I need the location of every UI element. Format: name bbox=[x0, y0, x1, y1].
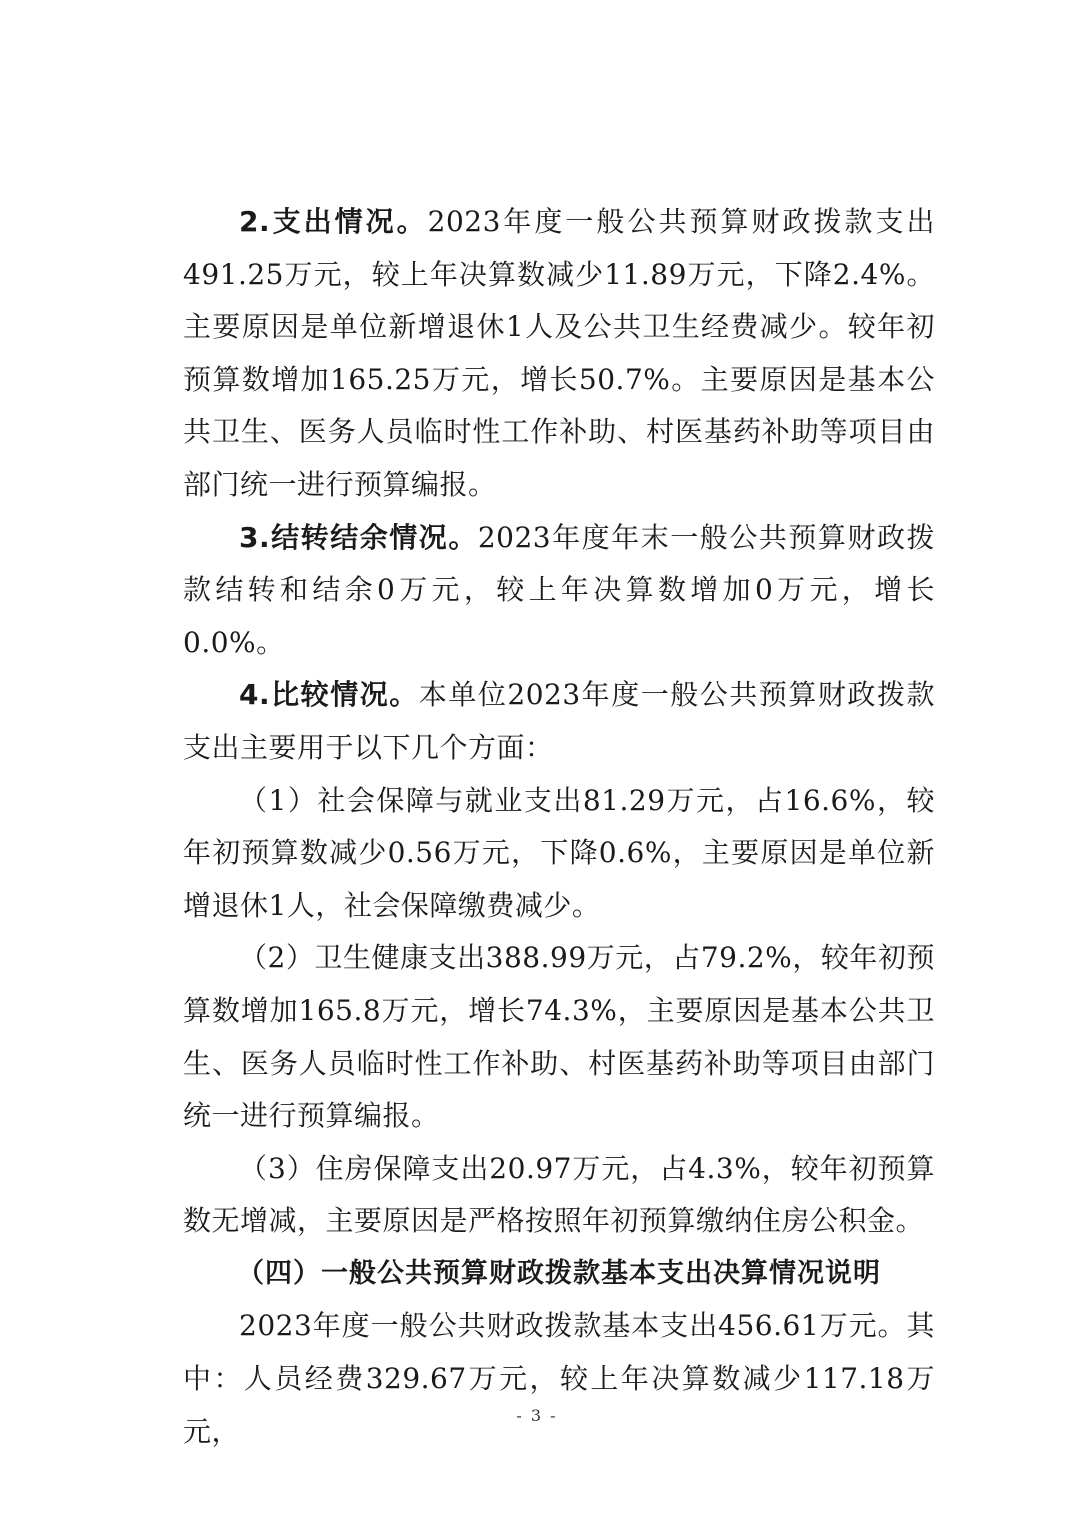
paragraph-health bbox=[183, 932, 935, 1142]
paragraph-carryover bbox=[183, 512, 935, 670]
section-heading: （四）一般公共预算财政拨款基本支出决算情况说明 bbox=[237, 1257, 881, 1289]
paragraph-text: 2023年度年末一般公共预算财政拨款结转和结余0万元，较上年决算数增加0万元，增长0.0%。 bbox=[183, 520, 935, 659]
paragraph-text: 2023年度一般公共预算财政拨款支出491.25万元，较上年决算数减少11.89万元，下降2.4%。主要原因是单位新增退休1人及公共卫生经费减少。较年初预算数增加165.25万元，增长50.7%。主要原因是基本公共卫生、医务人员临时性工作补助、村医基药补助等项目由部门统一进行预算编报。 bbox=[183, 205, 935, 501]
paragraph-text: （3）住房保障支出20.97万元，占4.3%，较年初预算数无增减，主要原因是严格按照年初预算缴纳住房公积金。 bbox=[183, 1151, 935, 1238]
paragraph-expenditure bbox=[183, 196, 935, 512]
paragraph-lead: 2.支出情况。 bbox=[239, 205, 428, 238]
paragraph-lead: 4.比较情况。 bbox=[239, 678, 419, 712]
paragraph-housing bbox=[183, 1143, 935, 1248]
paragraph-text: （1）社会保障与就业支出81.29万元，占16.6%，较年初预算数减少0.56万元，下降0.6%，主要原因是单位新增退休1人，社会保障缴费减少。 bbox=[183, 783, 935, 922]
page-number: - 3 - bbox=[516, 1406, 558, 1425]
paragraph-text: （2）卫生健康支出388.99万元，占79.2%，较年初预算数增加165.8万元，增长74.3%，主要原因是基本公共卫生、医务人员临时性工作补助、村医基药补助等项目由部门统一进行预算编报。 bbox=[183, 941, 935, 1133]
paragraph-basic-expenditure: 2023年度一般公共财政拨款基本支出456.61万元。其中：人员经费329.67万元，较上年决算数减少117.18万元， bbox=[183, 1309, 935, 1448]
paragraph-comparison bbox=[183, 669, 935, 774]
paragraph-social-security bbox=[183, 775, 935, 933]
paragraph-text: 本单位2023年度一般公共预算财政拨款支出主要用于以下几个方面： bbox=[183, 678, 935, 764]
paragraph-lead: 3.结转结余情况。 bbox=[239, 520, 478, 554]
document-body bbox=[183, 196, 935, 1458]
